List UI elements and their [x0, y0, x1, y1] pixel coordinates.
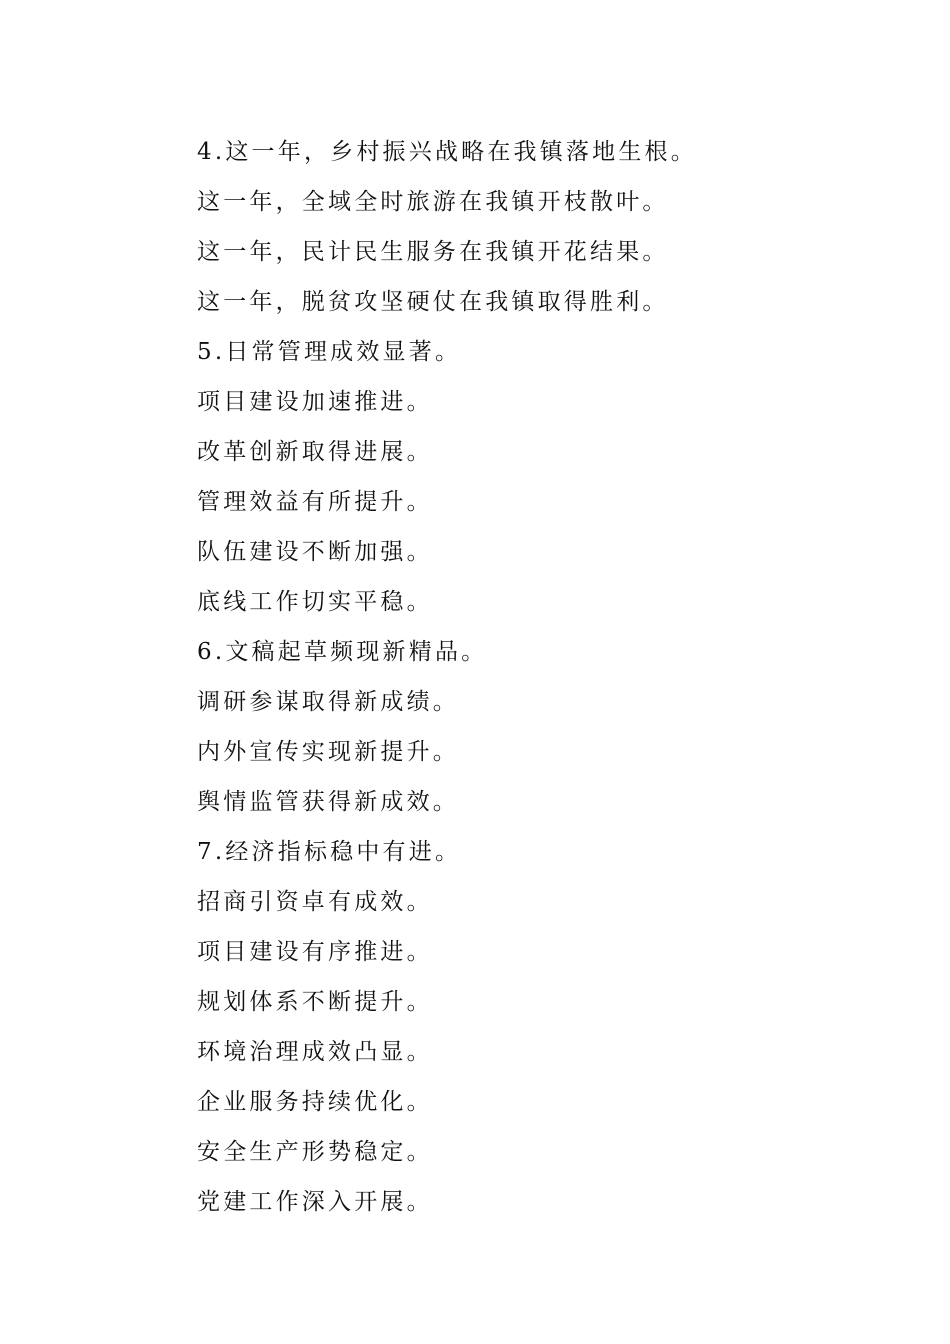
text-line: 安全生产形势稳定。 — [197, 1139, 433, 1165]
text-line: 招商引资卓有成效。 — [197, 889, 433, 915]
text-line: 改革创新取得进展。 — [197, 439, 433, 465]
text-line: 这一年，民计民生服务在我镇开花结果。 — [197, 239, 669, 265]
document-body — [197, 132, 897, 1232]
section-heading: 6.文稿起草频现新精品。 — [197, 639, 488, 665]
text-line: 底线工作切实平稳。 — [197, 589, 433, 615]
text-line: 企业服务持续优化。 — [197, 1089, 433, 1115]
text-line: 项目建设有序推进。 — [197, 939, 433, 965]
text-line: 项目建设加速推进。 — [197, 389, 433, 415]
text-line: 内外宣传实现新提升。 — [197, 739, 459, 765]
text-line: 管理效益有所提升。 — [197, 489, 433, 515]
text-line: 队伍建设不断加强。 — [197, 539, 433, 565]
text-line: 调研参谋取得新成绩。 — [197, 689, 459, 715]
text-line: 这一年，脱贫攻坚硬仗在我镇取得胜利。 — [197, 289, 669, 315]
section-heading: 5.日常管理成效显著。 — [197, 339, 462, 365]
text-line: 党建工作深入开展。 — [197, 1189, 433, 1215]
section-heading: 7.经济指标稳中有进。 — [197, 839, 462, 865]
text-line: 舆情监管获得新成效。 — [197, 789, 459, 815]
text-line: 规划体系不断提升。 — [197, 989, 433, 1015]
text-line: 这一年，全域全时旅游在我镇开枝散叶。 — [197, 189, 669, 215]
text-line: 4.这一年，乡村振兴战略在我镇落地生根。 — [197, 139, 697, 165]
text-line: 环境治理成效凸显。 — [197, 1039, 433, 1065]
